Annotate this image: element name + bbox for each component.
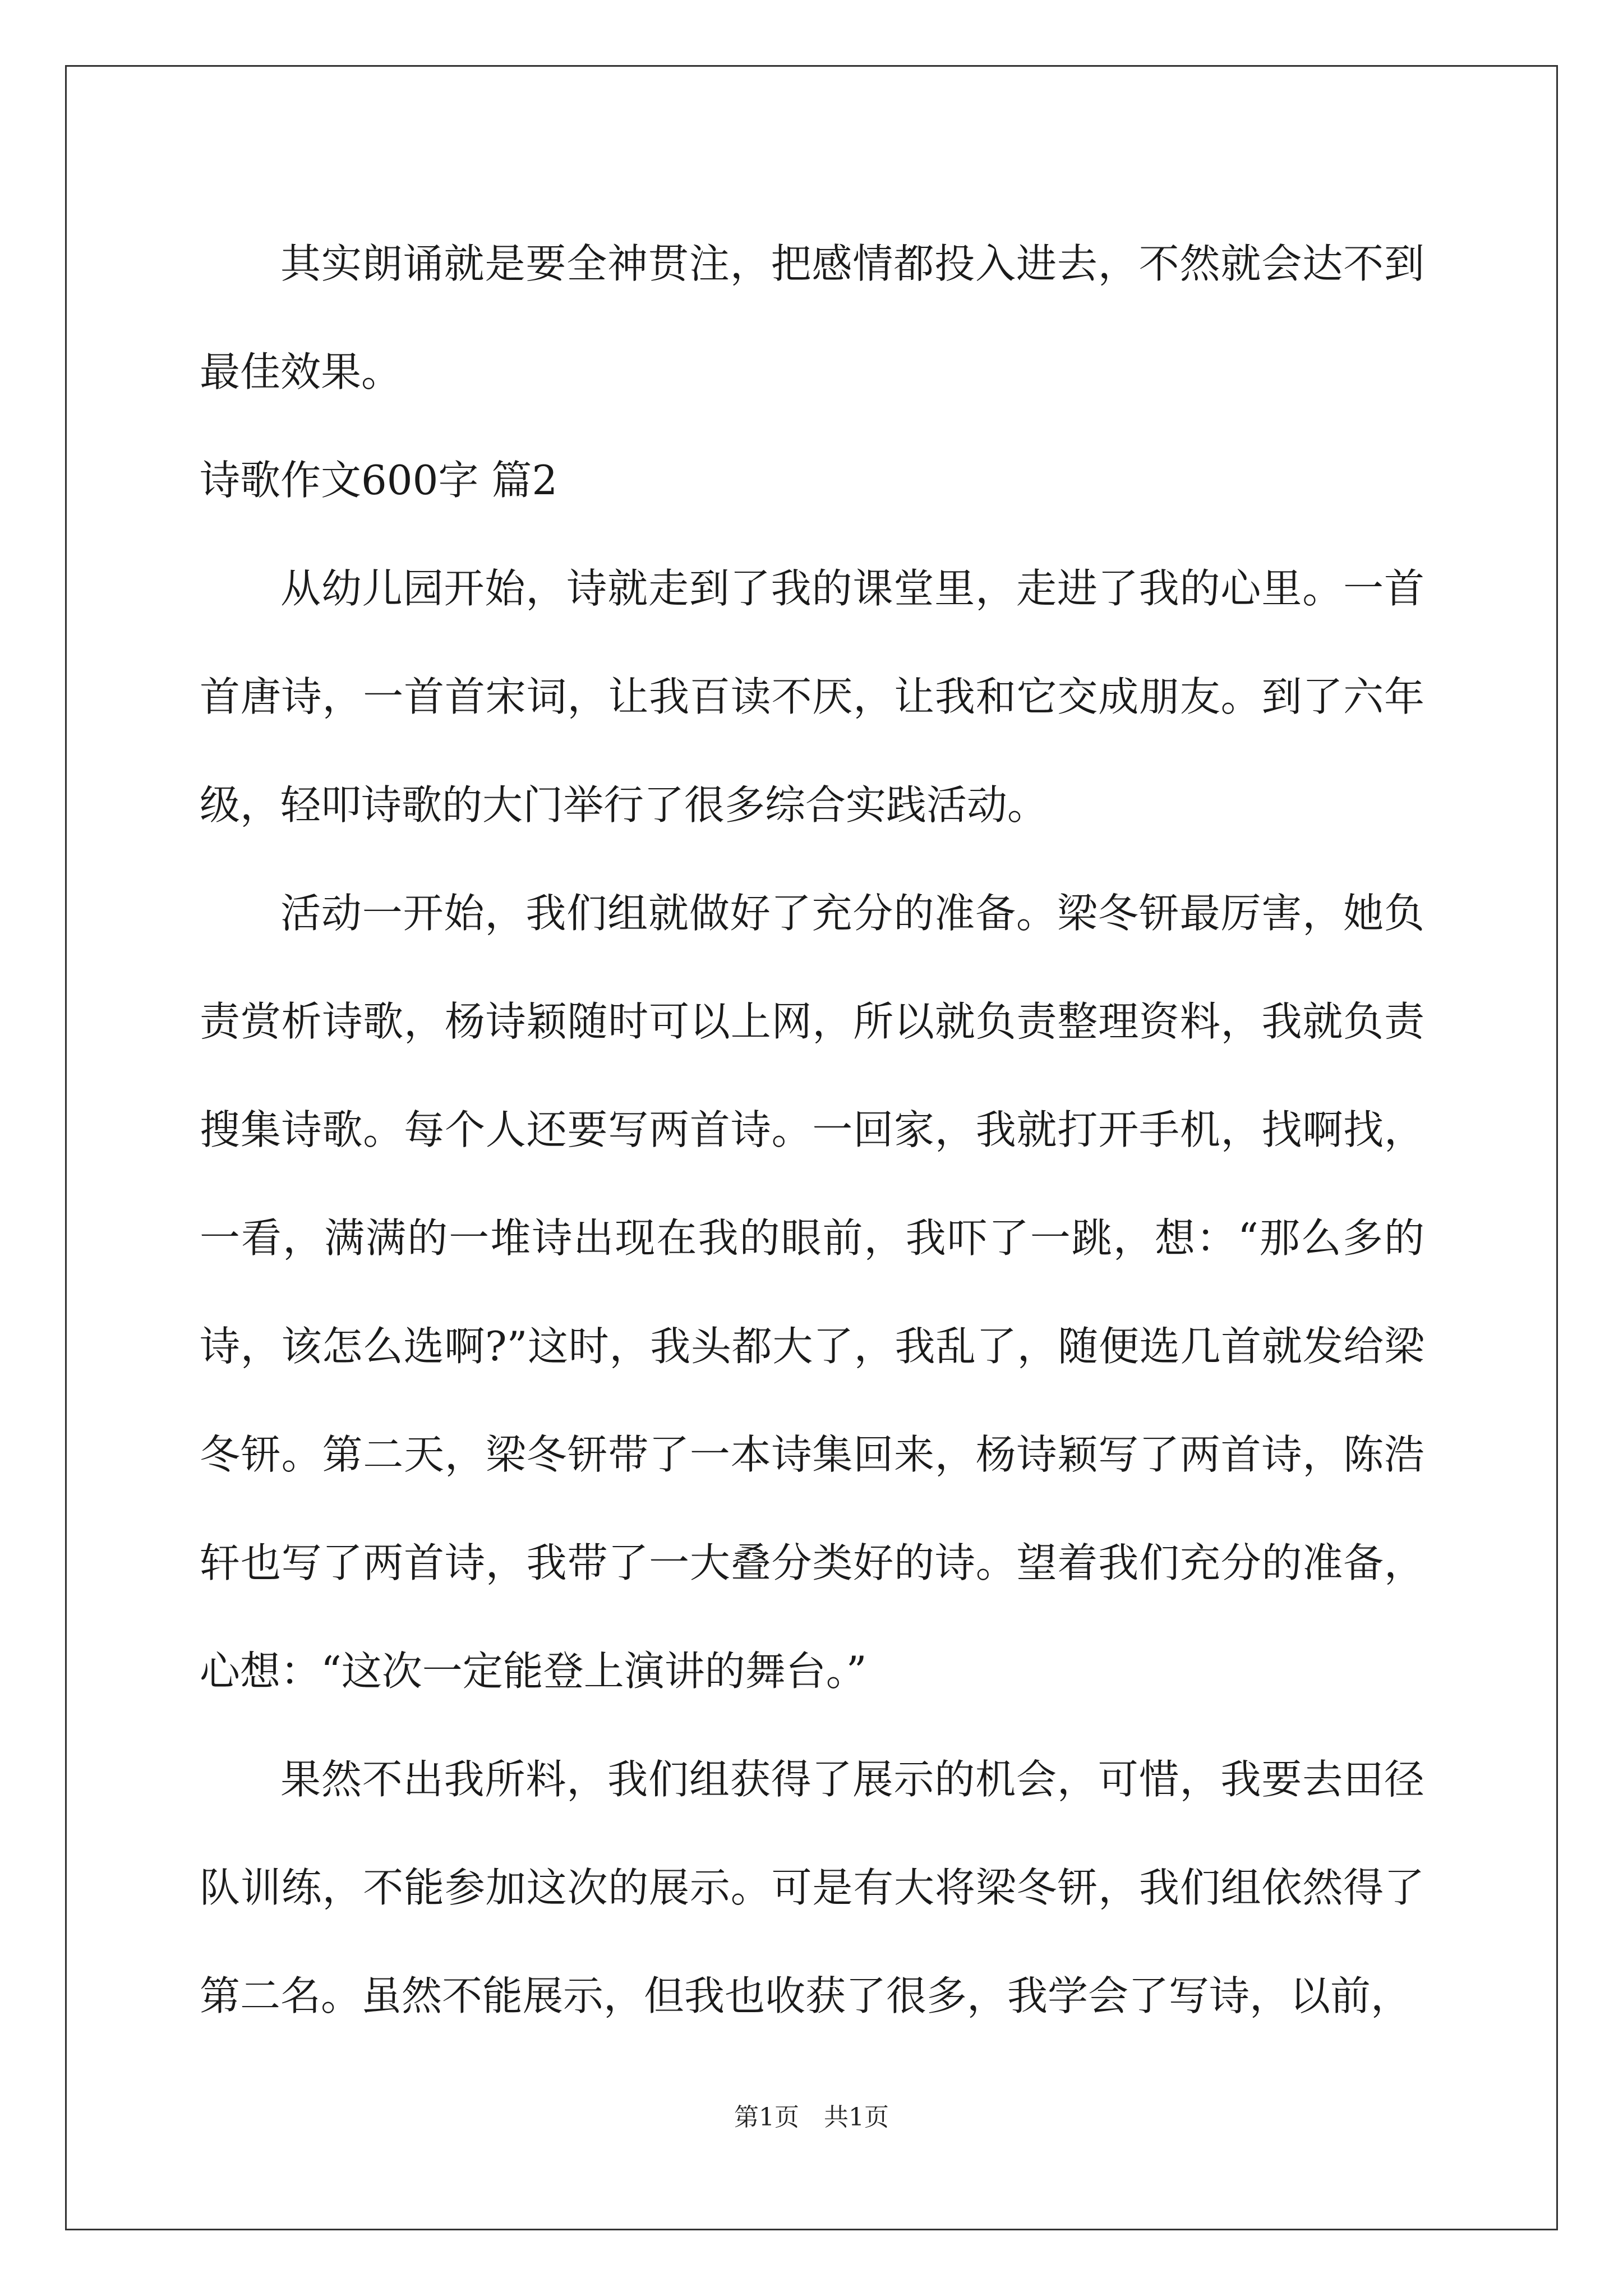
paragraph-4: 果然不出我所料，我们组获得了展示的机会，可惜，我要去田径队训练，不能参加这次的展示。可是有大将梁冬钘，我们组依然得了第二名。虽然不能展示，但我也收获了很多，我学会了写诗，以前， [200, 1756, 1424, 2019]
paragraph-1: 其实朗诵就是要全神贯注，把感情都投入进去，不然就会达不到最佳效果。 [200, 240, 1424, 395]
paragraph-2: 从幼儿园开始，诗就走到了我的课堂里，走进了我的心里。一首首唐诗，一首首宋词，让我百读不厌，让我和它交成朋友。到了六年级，轻叩诗歌的大门举行了很多综合实践活动。 [200, 565, 1424, 829]
document-body [200, 210, 1424, 2050]
page-footer: 第1页 共1页 [734, 2103, 889, 2132]
paragraph-3: 活动一开始，我们组就做好了充分的准备。梁冬钘最厉害，她负责赏析诗歌，杨诗颖随时可以上网，所以就负责整理资料，我就负责搜集诗歌。每个人还要写两首诗。一回家，我就打开手机，找啊找，一看，满满的一堆诗出现在我的眼前，我吓了一跳，想：“那么多的诗，该怎么选啊?”这时，我头都大了，我乱了，随便选几首就发给梁冬钘。第二天，梁冬钘带了一本诗集回来，杨诗颖写了两首诗，陈浩轩也写了两首诗，我带了一大叠分类好的诗。望着我们充分的准备，心想：“这次一定能登上演讲的舞台。” [200, 890, 1424, 1695]
section-heading: 诗歌作文600字 篇2 [200, 457, 558, 504]
